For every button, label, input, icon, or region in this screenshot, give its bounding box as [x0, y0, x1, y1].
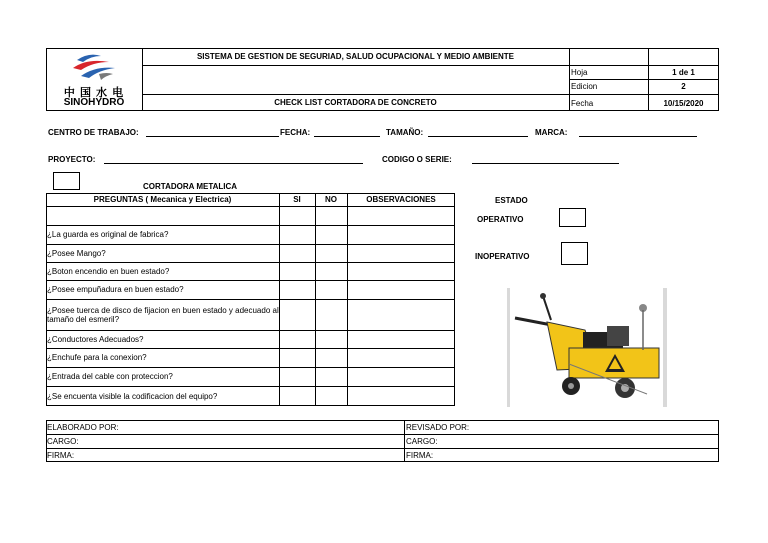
company-logo [50, 50, 138, 110]
firma-label-right: FIRMA: [406, 450, 434, 460]
column-header-si: SI [293, 195, 301, 204]
marca-field[interactable] [579, 136, 697, 137]
operativo-checkbox[interactable] [559, 208, 586, 227]
marca-label: MARCA: [535, 128, 568, 137]
inoperativo-checkbox[interactable] [561, 242, 588, 265]
document-title: CHECK LIST CORTADORA DE CONCRETO [274, 98, 437, 107]
inoperativo-label: INOPERATIVO [475, 252, 530, 261]
meta-value-fecha: 10/15/2020 [663, 99, 704, 108]
question-row: ¿Posee empuñadura en buen estado? [47, 285, 184, 294]
system-title: SISTEMA DE GESTION DE SEGURIAD, SALUD OCUPACIONAL Y MEDIO AMBIENTE [196, 52, 515, 61]
question-row: ¿Enchufe para la conexion? [47, 353, 147, 362]
tamano-label: TAMAÑO: [386, 128, 424, 137]
estado-title: ESTADO [495, 196, 528, 205]
question-row: ¿Boton encendio en buen estado? [47, 266, 170, 276]
question-row: ¿Entrada del cable con proteccion? [47, 372, 173, 381]
codigo-serie-field[interactable] [472, 163, 619, 164]
operativo-label: OPERATIVO [477, 215, 524, 224]
tamano-field[interactable] [428, 136, 528, 137]
proyecto-label: PROYECTO: [48, 155, 96, 164]
meta-label-edicion: Edicion [571, 82, 598, 91]
meta-value-hoja: 1 de 1 [672, 67, 695, 77]
fecha-label: FECHA: [280, 128, 311, 137]
logo-wordmark: SINOHYDRO [63, 97, 125, 108]
centro-trabajo-label: CENTRO DE TRABAJO: [48, 128, 139, 137]
column-header-no: NO [325, 195, 337, 204]
sinohydro-logo-icon [69, 52, 119, 82]
question-row: ¿Se encuenta visible la codificacion del equipo? [47, 391, 218, 401]
elaborado-por-label: ELABORADO POR: [47, 422, 119, 432]
checkbox-tipo[interactable] [53, 172, 80, 190]
meta-value-edicion: 2 [681, 82, 686, 91]
column-header-observaciones: OBSERVACIONES [366, 195, 436, 204]
table-title: CORTADORA METALICA [143, 182, 238, 191]
cargo-label-right: CARGO: [406, 436, 438, 446]
firma-label-left: FIRMA: [47, 450, 75, 460]
meta-label-fecha: Fecha [571, 99, 594, 108]
column-header-preguntas: PREGUNTAS ( Mecanica y Electrica) [93, 195, 232, 204]
cargo-label-left: CARGO: [47, 436, 79, 446]
proyecto-field[interactable] [104, 163, 363, 164]
concrete-cutter-image [507, 288, 668, 409]
codigo-serie-label: CODIGO O SERIE: [382, 155, 452, 164]
question-row: ¿Posee tuerca de disco de fijacion en buen estado y adecuado al tamaño del esmeril? [47, 305, 279, 324]
question-row: ¿Posee Mango? [47, 248, 106, 258]
question-row: ¿La guarda es original de fabrica? [47, 230, 169, 239]
meta-label-hoja: Hoja [571, 67, 588, 77]
revisado-por-label: REVISADO POR: [406, 422, 470, 432]
fecha-field[interactable] [314, 136, 380, 137]
centro-trabajo-field[interactable] [146, 136, 279, 137]
logo-chinese-text: 中 国 水 电 [63, 87, 125, 99]
concrete-cutter-icon [507, 288, 668, 409]
question-row: ¿Conductores Adecuados? [47, 334, 144, 344]
